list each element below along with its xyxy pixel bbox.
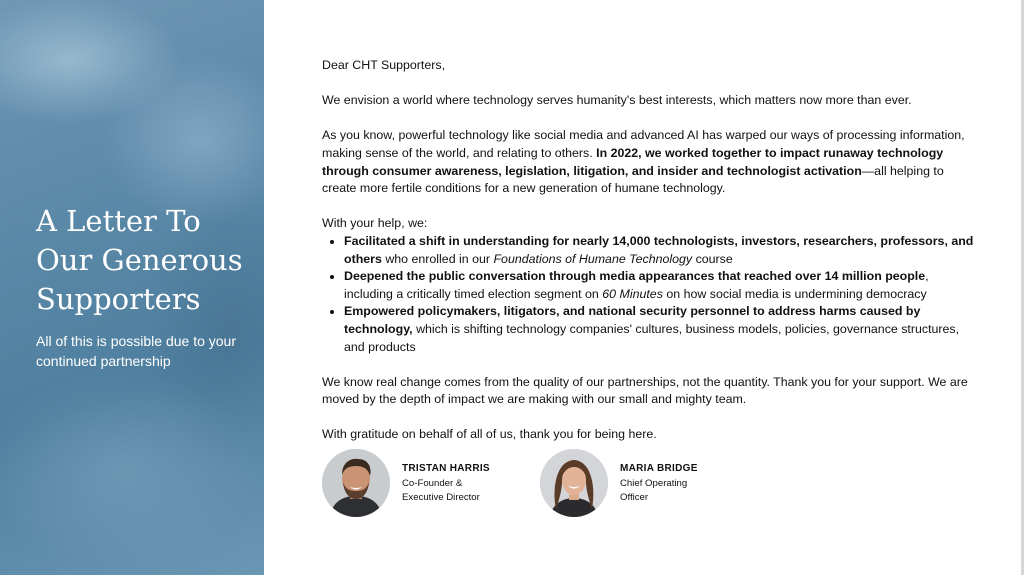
person-photo-icon — [322, 449, 390, 517]
list-item-bold: Facilitated a shift in understanding for nearly 14,000 technologists, investors, researchers, professors, and others — [344, 233, 974, 266]
signer-name: TRISTAN HARRIS — [402, 463, 490, 474]
signer-role: Co-Founder & Executive Director — [402, 478, 480, 503]
impact-lead: As you know, powerful technology like social media and advanced AI has warped our ways of processing information, making sense of the world, and relating to others. — [322, 128, 965, 160]
list-item-text: on how social media is undermining democracy — [666, 286, 927, 301]
list-item-text: who enrolled in our — [385, 251, 491, 266]
list-item-text: which is shifting technology companies' cultures, business models, policies, governance structures, and products — [344, 321, 960, 354]
sidebar-panel — [0, 0, 264, 575]
list-item — [344, 303, 977, 356]
signatories — [322, 449, 962, 519]
list-item-bold: Empowered policymakers, litigators, and national security personnel to address harms caused by technology, — [344, 304, 921, 336]
avatar — [322, 449, 390, 517]
impact-tail: —all helping to create more fertile conditions for a new generation of humane technology. — [322, 163, 944, 196]
avatar — [540, 449, 608, 517]
paragraph-gratitude: With gratitude on behalf of all of us, thank you for being here. — [322, 427, 657, 442]
list-item — [344, 268, 977, 303]
list-item-italic: 60 Minutes — [602, 286, 663, 301]
person-photo-icon — [540, 449, 608, 517]
paragraph-intro: With your help, we: — [322, 216, 428, 231]
signer-role: Chief Operating Officer — [620, 478, 688, 503]
paragraph-vision: We envision a world where technology serves humanity's best interests, which matters now more than ever. — [322, 93, 912, 108]
paragraph-partnership: We know real change comes from the quality of our partnerships, not the quantity. Thank you for your support. We are moved by the depth of impact we are making with our small and mighty team. — [322, 374, 968, 407]
page-title: A Letter To Our Generous Supporters — [36, 204, 243, 316]
greeting: Dear CHT Supporters, — [322, 58, 446, 72]
letter-body — [322, 57, 977, 462]
list-item-text: course — [695, 251, 733, 266]
page-subtitle: All of this is possible due to your continued partnership — [36, 333, 236, 369]
impact-bold: In 2022, we worked together to impact runaway technology through consumer awareness, legislation, litigation, and insider and technologist activation — [322, 145, 944, 178]
list-item — [344, 233, 977, 268]
signer-name: MARIA BRIDGE — [620, 463, 698, 474]
paragraph-impact — [322, 127, 977, 197]
achievements-list — [322, 233, 977, 356]
list-item-bold: Deepened the public conversation through media appearances that reached over 14 million people — [344, 269, 926, 284]
list-item-italic: Foundations of Humane Technology — [493, 251, 693, 266]
list-item-text: , including a critically timed election segment on — [344, 269, 929, 301]
